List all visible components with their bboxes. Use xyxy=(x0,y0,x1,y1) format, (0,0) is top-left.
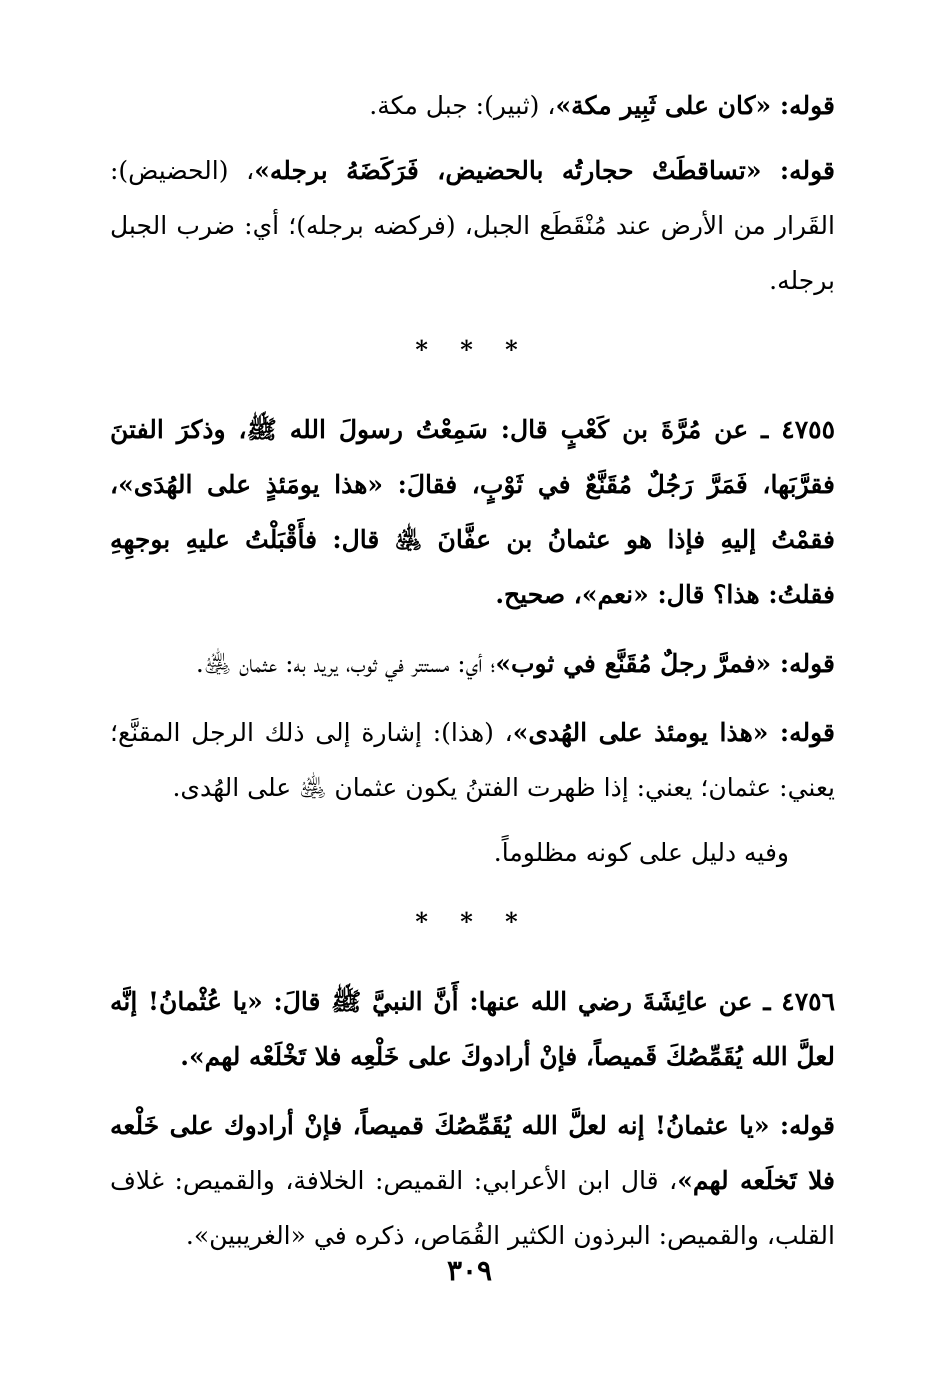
commentary-text: ، (هذا): إشارة إلى ذلك الرجل المقنَّع؛ يعني: عثمان؛ يعني: إذا ظهرت الفتنُ يكون عثمان ﵁ على الهُدى. xyxy=(110,718,835,802)
commentary-text: ؛ أي: مستتر في ثوب، يريد به: عثمان ﵁. xyxy=(195,649,496,678)
commentary-lead: قوله: xyxy=(771,91,835,120)
commentary-qamis xyxy=(110,1098,835,1263)
commentary-mazlum: وفيه دليل على كونه مظلوماً. xyxy=(493,838,789,867)
hadith-quote: «يا عثمانُ! إنه لعلَّ الله يُقَمِّصُكَ قميصاً، فإنْ أرادوك على خَلْعه فلا تَخلَعه لهم» xyxy=(110,1111,836,1195)
hadith-quote: «فمرَّ رجلٌ مُقَنَّع في ثوب» xyxy=(495,649,772,678)
commentary-text: ، (ثبير): جبل مكة. xyxy=(369,91,556,120)
hadith-quote: «كان على ثَبِير مكة» xyxy=(555,91,772,120)
hadith-4756: ٤٧٥٦ ـ عن عائِشَةَ رضي الله عنها: أَنَّ النبيَّ ﷺ قالَ: «يا عُثْمانُ! إنَّه لعلَّ الله يُقَمِّصُكَ قَميصاً، فإنْ أرادوكَ على خَلْعِه فلا تَخْلَعْه لهم». xyxy=(110,987,835,1071)
commentary-huda xyxy=(110,705,835,815)
commentary-text: ، قال ابن الأعرابي: القميص: الخلافة، والقميص: غلاف القلب، والقميص: البرذون الكثير القُمَاص، ذكره في «الغريبين». xyxy=(110,1166,835,1250)
page-number: ٣٠٩ xyxy=(446,1254,493,1287)
commentary-muqanna xyxy=(110,636,835,691)
section-separator: * * * xyxy=(415,335,530,364)
commentary-hadid xyxy=(110,143,835,308)
hadith-quote: «هذا يومئذ على الهُدى» xyxy=(512,718,769,747)
hadith-4755: ٤٧٥٥ ـ عن مُرَّةَ بن كَعْبٍ قال: سَمِعْتُ رسولَ الله ﷺ، وذكرَ الفتنَ فقرَّبَها، فَمَرَّ رَجُلٌ مُقَنَّعٌ في ثَوْبٍ، فقالَ: «هذا يومَئذٍ على الهُدَى»، فقمْتُ إليهِ فإذا هو عثمانُ بن عفَّانَ ﵁ قال: فأَقْبَلْتُ عليهِ بوجهِهِ فقلتُ: هذا؟ قال: «نعم»، صحيح. xyxy=(110,415,835,609)
commentary-lead: قوله: xyxy=(771,649,835,678)
commentary-lead: قوله: xyxy=(761,156,835,185)
commentary-text: ، (الحضيض): القَرار من الأرض عند مُنْقَطَع الجبل، (فركضه برجله)؛ أي: ضرب الجبل برجله. xyxy=(110,156,835,295)
commentary-lead: قوله: xyxy=(768,718,835,747)
page-body xyxy=(110,78,835,1263)
commentary-thabir xyxy=(110,78,835,133)
commentary-lead: قوله: xyxy=(769,1111,836,1140)
hadith-quote: «تساقطَتْ حجارتُه بالحضيض، فَرَكَضَهُ برجله» xyxy=(254,156,762,185)
section-separator: * * * xyxy=(415,907,530,936)
